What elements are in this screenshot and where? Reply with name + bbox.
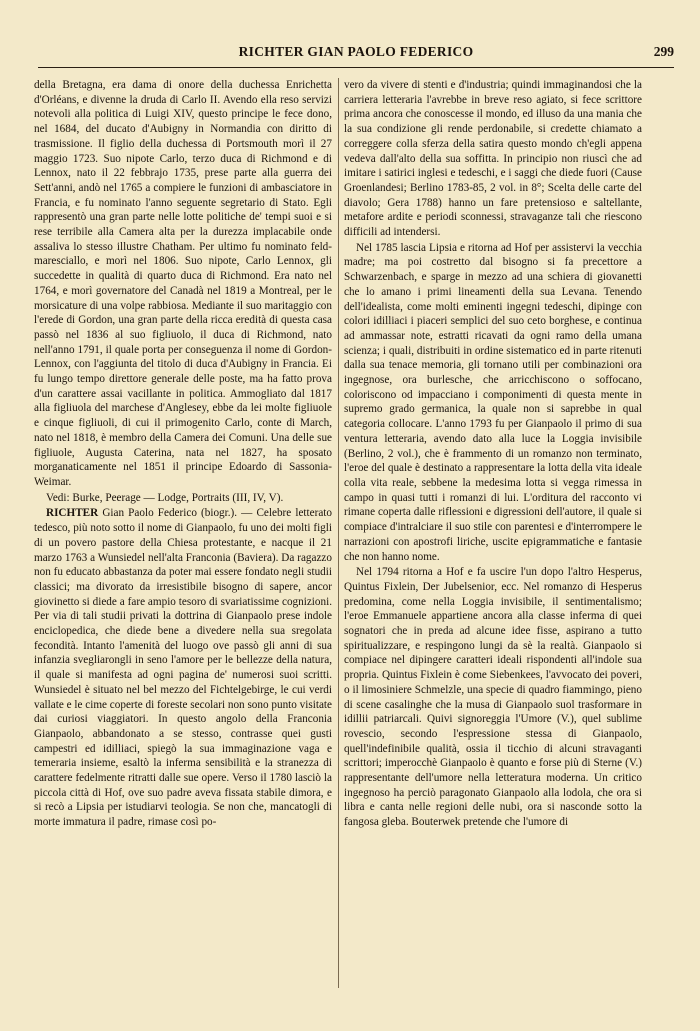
paragraph: vero da vivere di stenti e d'industria; quindi immaginandosi che la carriera letteraria l'avrebbe in breve reso agiato, si fece scrittore prima ancora che conoscesse il mondo, ed illuso da una mania che la sua condizione gli rende perdonabile, si credette chiamato a correggere colla sferza della satira questo mondo ch'egli appena vedeva dall'alto della sua soffitta. In principio non riuscì che ad imitare i satirici inglesi e tedeschi, e i saggi che diede fuori (Cause Groenlandesi; Berlino 1783-85, 2 vol. in 8°; Scelta delle carte del diavolo; Gera 1788) hanno un fare pretensioso e saltellante, metafore ardite e periodi sconnessi, stravaganze tali che riescono difficili ad intendersi. — [344, 79, 642, 239]
page-header — [38, 44, 674, 64]
paragraph: Nel 1794 ritorna a Hof e fa uscire l'un dopo l'altro Hesperus, Quintus Fixlein, Der Jubelsenior, ecc. Nel romanzo di Hesperus predomina, come nella Loggia invisibile, il sentimentalismo; l'eroe Emmanuele appartiene ancora alla classe inferma di quei sognatori che in preda ad alcune idee fisse, aspirano a tutto spiritualizzare, e respingono lungi da sè la realtà. Gianpaolo si compiace nel dipingere caratteri ideali rispondenti all'indole sua propria. Quintus Fixlein è come Siebenkees, l'avvocato dei poveri, o il limosiniere Schmelzle, una specie di quadro fiammingo, pieno di scene casalinghe che la musa di Gianpaolo suol trasformare in idillii patriarcali. Quivi signoreggia l'Umore (V.), quel sublime rovescio, secondo l'espressione stessa di Gianpaolo, quell'indefinibile qualità, ossia il ticchio di alcuni stravaganti scrittori; imperocchè Gianpaolo è quanto e forse più di Sterne (V.) rappresentante dell'umore nella letteratura moderna. Un critico ingegnoso ha perciò paragonato Gianpaolo alla lodola, che ora si libra e canta nelle regioni delle nubi, ora si nasconde sotto la fangosa gleba. Bouterwek pretende che l'umore di — [344, 566, 642, 829]
left-column — [34, 78, 332, 830]
page-number: 299 — [653, 44, 674, 59]
entry-paragraph — [34, 506, 332, 829]
right-column — [344, 78, 642, 830]
paragraph: della Bretagna, era dama di onore della duchessa Enrichetta d'Orléans, e divenne la druda di Carlo II. Avendo ella reso servizi notevoli alla politica di Luigi XIV, questo principe le fece dono, nel 1684, del ducato d'Aubigny in Normandia con diritto di trasmissione. Il figlio della duchessa di Portsmouth morì il 27 maggio 1723. Suo nipote Carlo, terzo duca di Richmond e di Lennox, nato il 22 febbrajo 1735, prese parte alla guerra dei Sett'anni, andò nel 1765 a compiere le funzioni di ambasciatore in Francia, e fu nominato l'anno seguente segretario di Stato. Egli rappresentò una gran parte nelle lotte politiche de' tempi suoi e si rese terribile alla Camera alta per la durezza implacabile onde assaliva lo stesso illustre Chatham. Per ultimo fu nominato feld-maresciallo, e morì nel 1806. Suo nipote, Carlo Lennox, gli succedette in qualità di quarto duca di Richmond. Era nato nel 1764, e morì governatore del Canadà nel 1819 a Montreal, per le morsicature di una volpe rabbiosa. Mediante il suo maritaggio con l'erede di Gordon, una gran parte della ricca eredità di questa casa passò nel 1836 al suo figliuolo, il duca di Richmond, nato nell'anno 1791, il quale porta per conseguenza il nome di Gordon-Lennox, con l'aggiunta del titolo di duca d'Aubigny in Francia. Ei fu lungo tempo direttore generale delle poste, ma ha fatto prova d'un carattere assai vacillante in politica. Ammogliato dal 1817 alla figliuola del marchese d'Anglesey, ebbe da lei molte figliuole e cinque figliuoli, di cui il primogenito Carlo, conte di March, nato nel 1818, è membro della Camera dei Comuni. Una delle sue figliuole, Augusta Caterina, nata nel 1827, ha sposato morganaticamente nel 1851 il principe Edoardo di Sassonia-Weimar. — [34, 79, 332, 488]
paragraph: Vedi: Burke, Peerage — Lodge, Portraits (III, IV, V). — [46, 491, 284, 504]
entry-headword: RICHTER — [46, 507, 99, 520]
paragraph: Nel 1785 lascia Lipsia e ritorna ad Hof per assistervi la vecchia madre; ma poi costretto dal bisogno si fa precettore a Schwarzenbach, e sparge in mezzo ad una schiera di giovanetti che lo amano i primi lineamenti della sua Levana. Tenendo dell'idealista, come molti eminenti ingegni tedeschi, dipinge con colori idilliaci i piaceri semplici del suo ceto borghese, e continua ad ammassar note, estratti ricavati da ogni ramo della umana scienza; i quali, distribuiti in ordine sistematico ed in parte ritenuti dalla sua tenace memoria, gli tornano utili per combinazioni ora ingegnose, ora burlesche, che arricchiscono o soffocano, coloriscono od impacciano i componimenti di questa mente in supremo grado germanica, la quale non si saprebbe in qual categoria collocare. L'anno 1793 fu per Gianpaolo il primo di sua ventura letteraria, avendo dato alla luce la Loggia invisibile (Berlino, 2 vol.), che è frammento di un romanzo non terminato, l'eroe del quale è destinato a rappresentare la lotta della vita ideale colla vita reale, sebbene la medesima lotta si vegga rimessa in campo in quasi tutti i romanzi di lui. L'orditura del racconto vi rimane coperta dalle riflessioni e digressioni dell'autore, il quale si compiace d'intralciare il suo stile con parentesi e d'interrompere le narrazioni con apostrofi liriche, uscite epigrammatiche e fantasie che non hanno nome. — [344, 241, 642, 563]
entry-text: Gian Paolo Federico (biogr.). — Celebre letterato tedesco, più noto sotto il nome di Gianpaolo, fu uno dei molti figli di un povero pastore della Chiesa protestante, e nacque il 21 marzo 1763 a Wunsiedel nell'alta Franconia (Baviera). Da ragazzo non fu educato abbastanza da poter mai essere fondato negli studii classici; ma divorato da irresistibile bisogno di sapere, ancor giovinetto si diede a fare ampio tesoro di svariatissime cognizioni. Per via di tali studii privati la dottrina di Gianpaolo prese indole enciclopedica, che diede bene a divedere nella sua sregolata fecondità. Intanto l'amenità del luogo ove passò gli anni di sua infanzia svegliarongli in seno l'amore per le bellezze della natura, il quale si manifesta ad ogni pagina de' numerosi suoi scritti. Wunsiedel è situato nel bel mezzo del Fichtelgebirge, le cui verdi vallate e le cime coperte di foreste secolari non sono punto visitate dai curiosi viaggiatori. In questo angolo della Franconia Gianpaolo, abbandonato a se stesso, contrasse quei gusti campestri ed idilliaci, spiegò la sua immaginazione vaga e temeraria insieme, esaltò la inferma sensibilità e la stranezza di carattere fedelmente ritratti dalle sue opere. Verso il 1780 lasciò la piccola città di Hof, ove suo padre aveva fissata stabile dimora, e si recò a Lipsia per istudiarvi teologia. Se non che, mancatogli di morte immatura il padre, rimase così po- — [34, 507, 332, 829]
column-divider — [338, 78, 339, 988]
running-head: RICHTER GIAN PAOLO FEDERICO — [238, 44, 474, 59]
header-rule — [38, 67, 674, 68]
